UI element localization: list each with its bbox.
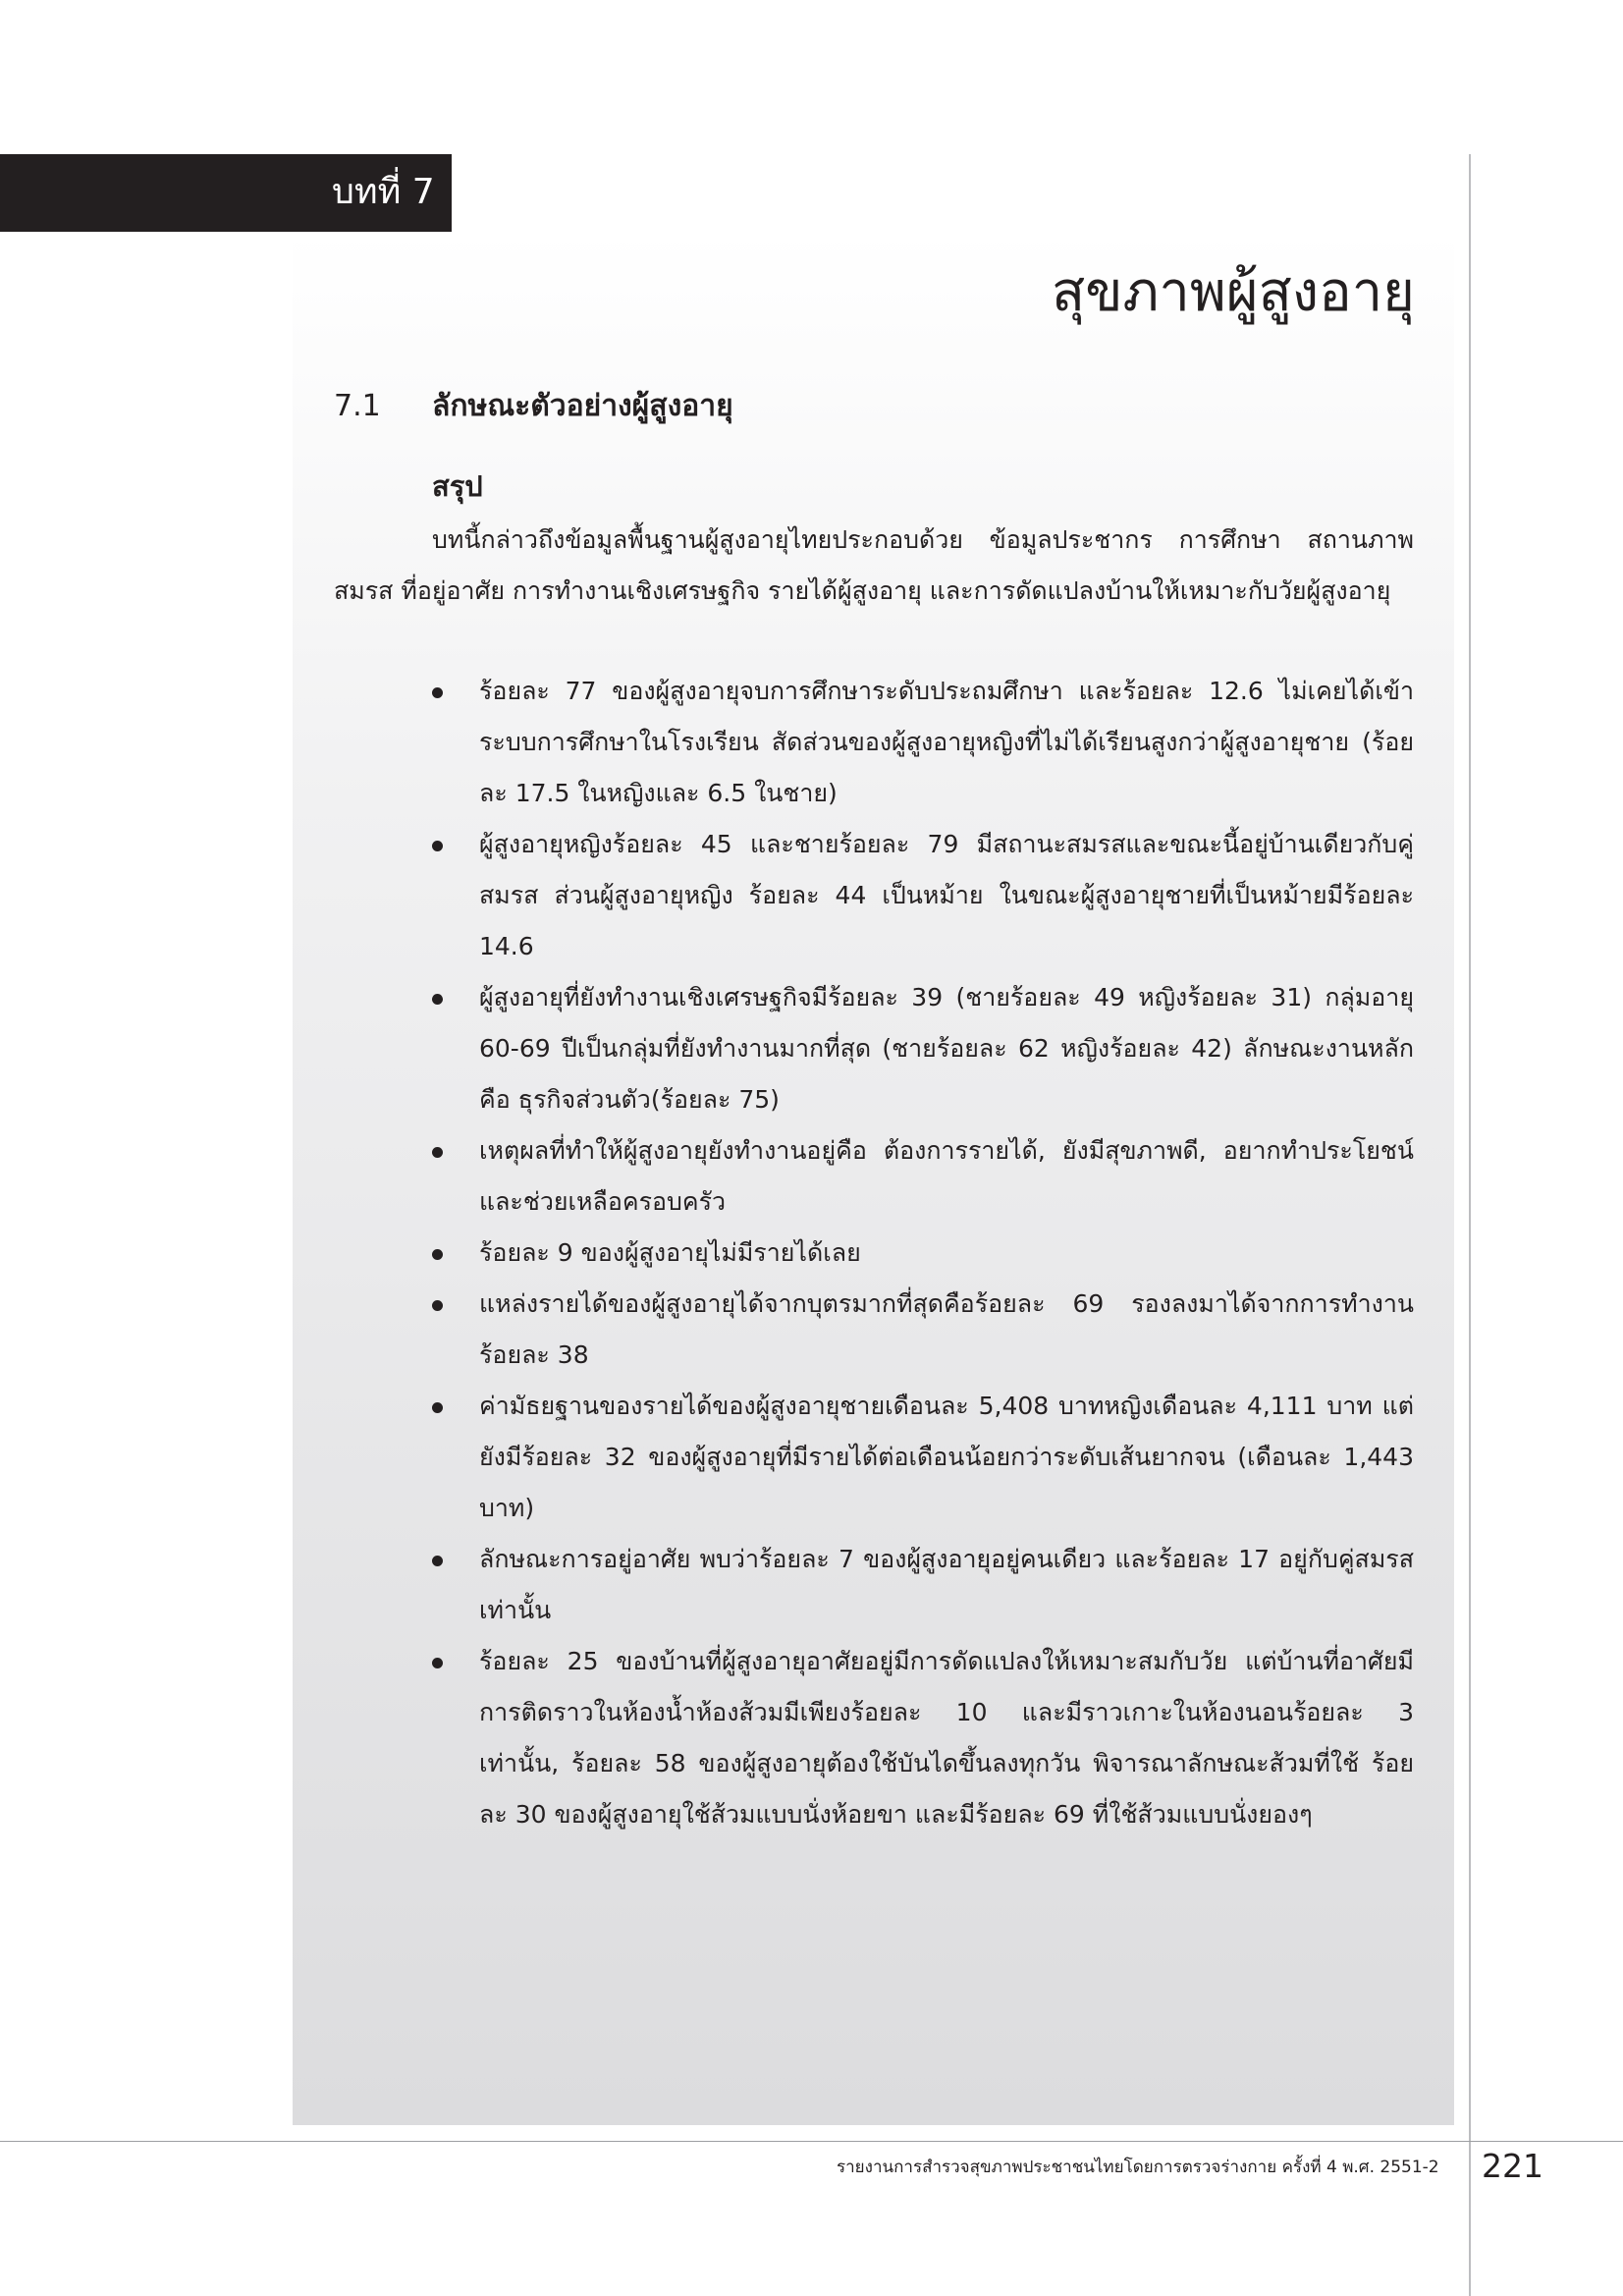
section-number: 7.1 — [334, 389, 381, 423]
bullet-text: ลักษณะการอยู่อาศัย พบว่าร้อยละ 7 ของผู้สูงอายุอยู่คนเดียว และร้อยละ 17 อยู่กับคู่สมรสเท่านั้น — [479, 1545, 1414, 1624]
summary-bullet-list — [432, 666, 1414, 1840]
bullet-dot — [432, 1658, 443, 1668]
bullet-dot — [432, 687, 443, 698]
bullet-item — [432, 666, 1414, 819]
page-number: 221 — [1482, 2147, 1543, 2185]
section-title: ลักษณะตัวอย่างผู้สูงอายุ — [432, 389, 733, 423]
bullet-text: ผู้สูงอายุหญิงร้อยละ 45 และชายร้อยละ 79 มีสถานะสมรสและขณะนี้อยู่บ้านเดียวกับคู่สมรส ส่วนผู้สูงอายุหญิง ร้อยละ 44 เป็นหม้าย ในขณะผู้สูงอายุชายที่เป็นหม้ายมีร้อยละ 14.6 — [479, 830, 1414, 960]
bullet-dot — [432, 1249, 443, 1260]
bullet-text: ร้อยละ 77 ของผู้สูงอายุจบการศึกษาระดับประถมศึกษา และร้อยละ 12.6 ไม่เคยได้เข้าระบบการศึกษาในโรงเรียน สัดส่วนของผู้สูงอายุหญิงที่ไม่ได้เรียนสูงกว่าผู้สูงอายุชาย (ร้อยละ 17.5 ในหญิงและ 6.5 ในชาย) — [479, 677, 1414, 807]
bullet-item — [432, 1534, 1414, 1636]
bullet-dot — [432, 1300, 443, 1311]
summary-intro: บทนี้กล่าวถึงข้อมูลพื้นฐานผู้สูงอายุไทยประกอบด้วย ข้อมูลประชากร การศึกษา สถานภาพสมรส ที่อยู่อาศัย การทำงานเชิงเศรษฐกิจ รายได้ผู้สูงอายุ และการดัดแปลงบ้านให้เหมาะกับวัยผู้สูงอายุ — [334, 525, 1414, 605]
bullet-text: ร้อยละ 9 ของผู้สูงอายุไม่มีรายได้เลย — [479, 1238, 861, 1267]
bullet-dot — [432, 994, 443, 1005]
bullet-item — [432, 1381, 1414, 1534]
bullet-item — [432, 1228, 1414, 1279]
bullet-text: แหล่งรายได้ของผู้สูงอายุได้จากบุตรมากที่สุดคือร้อยละ 69 รองลงมาได้จากการทำงานร้อยละ 38 — [479, 1289, 1414, 1369]
bullet-dot — [432, 1556, 443, 1566]
bullet-item — [432, 819, 1414, 972]
bullet-item — [432, 1125, 1414, 1228]
summary-heading: สรุป — [432, 469, 483, 503]
bullet-text: เหตุผลที่ทำให้ผู้สูงอายุยังทำงานอยู่คือ ต้องการรายได้, ยังมีสุขภาพดี, อยากทำประโยชน์ และช่วยเหลือครอบครัว — [479, 1136, 1414, 1216]
bullet-item — [432, 1279, 1414, 1381]
chapter-label: บทที่ 7 — [332, 172, 435, 212]
bullet-item — [432, 972, 1414, 1125]
bullet-dot — [432, 1402, 443, 1413]
bullet-text: ร้อยละ 25 ของบ้านที่ผู้สูงอายุอาศัยอยู่มีการดัดแปลงให้เหมาะสมกับวัย แต่บ้านที่อาศัยมีการติดราวในห้องน้ำห้องส้วมมีเพียงร้อยละ 10 และมีราวเกาะในห้องนอนร้อยละ 3 เท่านั้น, ร้อยละ 58 ของผู้สูงอายุต้องใช้บันไดขึ้นลงทุกวัน พิจารณาลักษณะส้วมที่ใช้ ร้อยละ 30 ของผู้สูงอายุใช้ส้วมแบบนั่งห้อยขา และมีร้อยละ 69 ที่ใช้ส้วมแบบนั่งยองๆ — [479, 1647, 1414, 1829]
bullet-dot — [432, 841, 443, 851]
bullet-item — [432, 1636, 1414, 1840]
section-heading — [334, 387, 733, 426]
right-margin-rule — [1469, 154, 1471, 2296]
bullet-dot — [432, 1147, 443, 1158]
bullet-text: ค่ามัธยฐานของรายได้ของผู้สูงอายุชายเดือนละ 5,408 บาทหญิงเดือนละ 4,111 บาท แต่ยังมีร้อยละ 32 ของผู้สูงอายุที่มีรายได้ต่อเดือนน้อยกว่าระดับเส้นยากจน (เดือนละ 1,443 บาท) — [479, 1392, 1414, 1522]
footer-rule — [0, 2141, 1623, 2142]
bullet-text: ผู้สูงอายุที่ยังทำงานเชิงเศรษฐกิจมีร้อยละ 39 (ชายร้อยละ 49 หญิงร้อยละ 31) กลุ่มอายุ 60-69 ปีเป็นกลุ่มที่ยังทำงานมากที่สุด (ชายร้อยละ 62 หญิงร้อยละ 42) ลักษณะงานหลักคือ ธุรกิจส่วนตัว(ร้อยละ 75) — [479, 983, 1414, 1114]
footer-report-title: รายงานการสำรวจสุขภาพประชาชนไทยโดยการตรวจร่างกาย ครั้งที่ 4 พ.ศ. 2551-2 — [837, 2158, 1439, 2177]
page-title: สุขภาพผู้สูงอายุ — [1052, 260, 1415, 324]
